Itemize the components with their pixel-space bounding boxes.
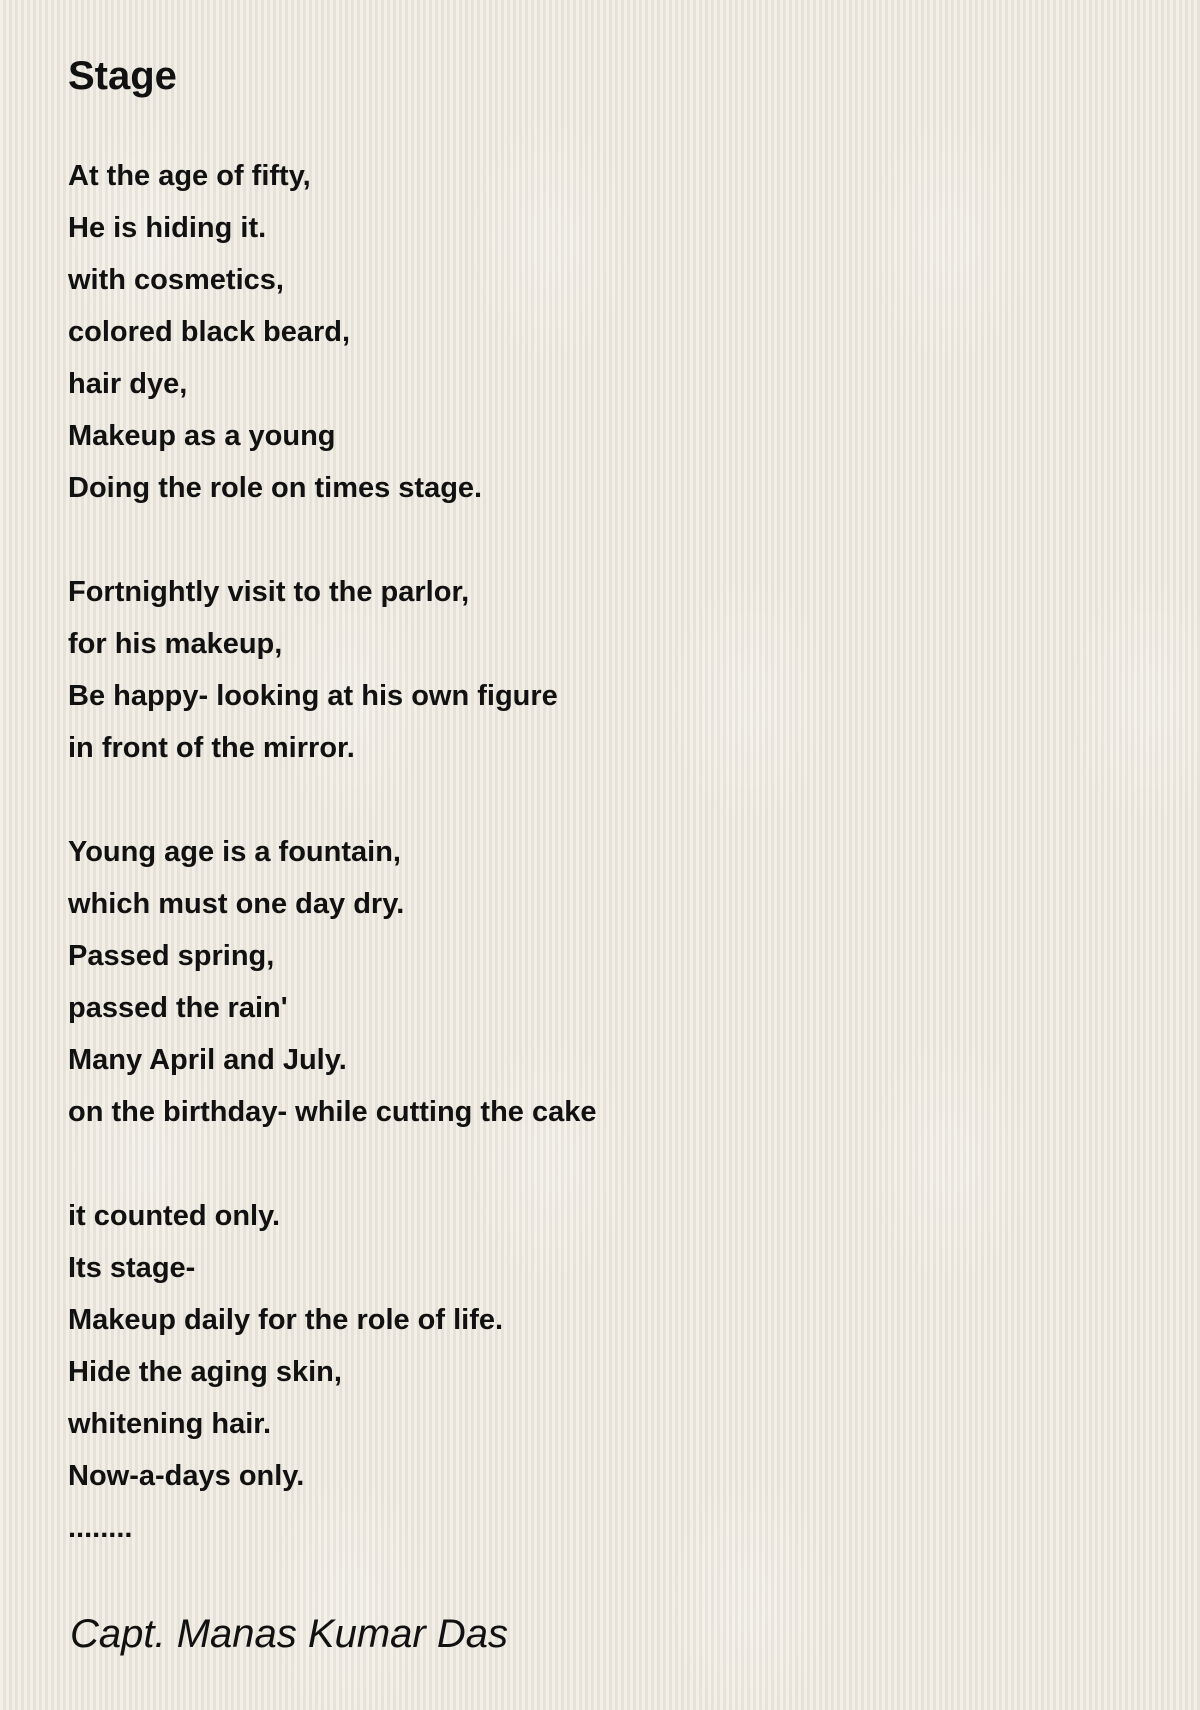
poem-line: Be happy- looking at his own figure [68, 680, 558, 712]
stanza-break [68, 774, 597, 826]
poem-line: on the birthday- while cutting the cake [68, 1096, 597, 1128]
poem-line: ........ [68, 1512, 133, 1544]
poem-line: Doing the role on times stage. [68, 472, 483, 504]
poem-line: Makeup daily for the role of life. [68, 1304, 504, 1336]
stanza-break [68, 514, 597, 566]
poem-line: Now-a-days only. [68, 1460, 305, 1492]
poem-line: passed the rain' [68, 992, 288, 1024]
stanza [68, 150, 597, 514]
poem-line: hair dye, [68, 368, 188, 400]
stanza [68, 1190, 597, 1554]
poem-line: with cosmetics, [68, 264, 284, 296]
poem-line: Hide the aging skin, [68, 1356, 342, 1388]
poem-line: He is hiding it. [68, 212, 267, 244]
poem-line: colored black beard, [68, 316, 351, 348]
poem-line: Many April and July. [68, 1044, 347, 1076]
poem-line: Fortnightly visit to the parlor, [68, 576, 470, 608]
poem-line: in front of the mirror. [68, 732, 355, 764]
poem-line: it counted only. [68, 1200, 281, 1232]
poem-line: whitening hair. [68, 1408, 272, 1440]
poem-title: Stage [68, 54, 177, 98]
stanza [68, 826, 597, 1138]
poem-line: Its stage- [68, 1252, 196, 1284]
poem-line: Young age is a fountain, [68, 836, 401, 868]
stanza [68, 566, 597, 774]
poem-line: At the age of fifty, [68, 160, 311, 192]
poem-line: which must one day dry. [68, 888, 405, 920]
poem-line: Makeup as a young [68, 420, 336, 452]
poem-author: Capt. Manas Kumar Das [70, 1612, 508, 1656]
stanza-break [68, 1138, 597, 1190]
poem-line: Passed spring, [68, 940, 275, 972]
poem-body [68, 150, 597, 1554]
poem-line: for his makeup, [68, 628, 283, 660]
